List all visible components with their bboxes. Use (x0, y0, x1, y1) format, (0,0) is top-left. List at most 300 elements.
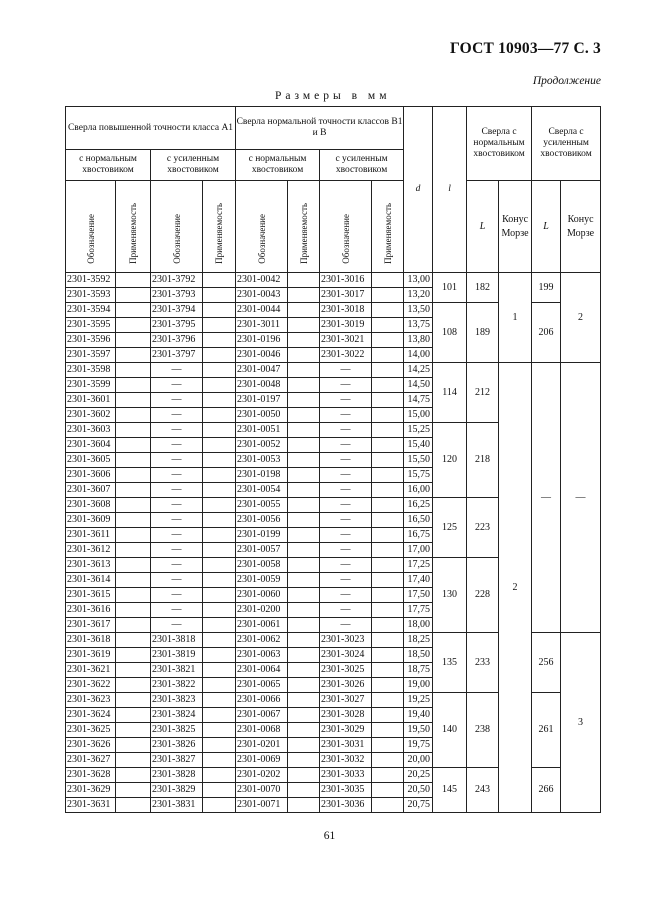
l-value: 125 (433, 498, 467, 558)
a1-reinforced-designation: 2301-3794 (151, 303, 203, 318)
a1-normal-applicability (116, 453, 151, 468)
b1b-reinforced-designation: — (320, 588, 372, 603)
b1b-reinforced-applicability (372, 378, 404, 393)
a1-reinforced-designation: — (151, 543, 203, 558)
a1-normal-designation: 2301-3625 (66, 723, 116, 738)
a1-normal-designation: 2301-3592 (66, 273, 116, 288)
a1-normal-applicability (116, 393, 151, 408)
b1b-reinforced-designation: 2301-3021 (320, 333, 372, 348)
b1b-reinforced-applicability (372, 363, 404, 378)
a1-normal-applicability (116, 408, 151, 423)
b1b-normal-designation: 2301-0197 (236, 393, 288, 408)
a1-reinforced-designation: 2301-3795 (151, 318, 203, 333)
b1b-normal-designation: 2301-0044 (236, 303, 288, 318)
diameter-value: 17,00 (404, 543, 433, 558)
b1b-normal-designation: 2301-0053 (236, 453, 288, 468)
a1-normal-designation: 2301-3598 (66, 363, 116, 378)
b1b-reinforced-applicability (372, 663, 404, 678)
b1b-normal-designation: 2301-0054 (236, 483, 288, 498)
a1-normal-applicability (116, 753, 151, 768)
a1-normal-applicability (116, 438, 151, 453)
a1-reinforced-applicability (203, 753, 236, 768)
group-b1b-header: Сверла нормальной точности классов В1 и В (236, 107, 404, 150)
a1-reinforced-applicability (203, 273, 236, 288)
a1-normal-applicability (116, 798, 151, 813)
b1b-normal-applicability (288, 333, 320, 348)
b1b-reinforced-designation: — (320, 513, 372, 528)
b1b-reinforced-applicability (372, 498, 404, 513)
b1b-reinforced-designation: 2301-3024 (320, 648, 372, 663)
b1b-reinforced-applicability (372, 273, 404, 288)
b1b-normal-applicability (288, 543, 320, 558)
a1-normal-applicability (116, 573, 151, 588)
a1-reinforced-designation: — (151, 423, 203, 438)
normal-L-value: 228 (467, 558, 499, 633)
b1b-normal-applicability (288, 408, 320, 423)
b1b-normal-designation: 2301-0062 (236, 633, 288, 648)
a1-normal-designation: 2301-3623 (66, 693, 116, 708)
b1b-normal-applicability (288, 363, 320, 378)
a1-reinforced-applicability (203, 348, 236, 363)
a1-reinforced-designation: — (151, 618, 203, 633)
b1b-reinforced-designation: — (320, 438, 372, 453)
a1-reinforced-designation: 2301-3829 (151, 783, 203, 798)
a1-normal-applicability (116, 378, 151, 393)
b1b-reinforced-designation: 2301-3036 (320, 798, 372, 813)
a1-reinforced-applicability (203, 783, 236, 798)
b1b-normal-designation: 2301-0067 (236, 708, 288, 723)
a1-normal-designation: 2301-3599 (66, 378, 116, 393)
diameter-value: 19,40 (404, 708, 433, 723)
reinforced-L-value: 266 (532, 768, 561, 813)
group-a1-header: Сверла повышенной точности класса А1 (66, 107, 236, 150)
a1-reinforced-applicability (203, 693, 236, 708)
a1-reinforced-designation: 2301-3819 (151, 648, 203, 663)
b1b-reinforced-applicability (372, 513, 404, 528)
b1b-reinforced-designation: 2301-3032 (320, 753, 372, 768)
a1-normal-applicability (116, 708, 151, 723)
b1b-normal-applicability (288, 378, 320, 393)
b1b-normal-applicability (288, 723, 320, 738)
diameter-value: 16,75 (404, 528, 433, 543)
b1b-normal-applicability (288, 663, 320, 678)
b1b-normal-designation: 2301-0063 (236, 648, 288, 663)
b1b-reinforced-designation: — (320, 573, 372, 588)
diameter-value: 18,00 (404, 618, 433, 633)
l-value: 140 (433, 693, 467, 768)
b1b-normal-applicability (288, 768, 320, 783)
b1b-reinforced-applicability (372, 393, 404, 408)
b1b-normal-designation: 2301-0064 (236, 663, 288, 678)
b1b-reinforced-applicability (372, 438, 404, 453)
a1-normal-designation: 2301-3613 (66, 558, 116, 573)
a1-reinforced-applicability (203, 378, 236, 393)
a1-normal-applicability (116, 303, 151, 318)
a1-reinforced-applicability (203, 678, 236, 693)
page-number: 61 (323, 830, 336, 842)
a1-reinforced-designation: — (151, 528, 203, 543)
b1b-normal-applicability (288, 438, 320, 453)
b1b-reinforced-applicability (372, 723, 404, 738)
b1b-reinforced-designation: 2301-3017 (320, 288, 372, 303)
b1b-reinforced-designation: 2301-3035 (320, 783, 372, 798)
a1-normal-applicability (116, 693, 151, 708)
b1b-reinforced-designation: 2301-3026 (320, 678, 372, 693)
table-row (66, 363, 601, 378)
diameter-value: 20,00 (404, 753, 433, 768)
a1-normal-applicability (116, 768, 151, 783)
b1b-normal-designation: 2301-0065 (236, 678, 288, 693)
a1-reinforced-designation: 2301-3793 (151, 288, 203, 303)
designation-header: Обозначение (151, 181, 203, 273)
a1-normal-designation: 2301-3626 (66, 738, 116, 753)
a1-reinforced-designation: — (151, 453, 203, 468)
diameter-value: 13,75 (404, 318, 433, 333)
b1b-normal-designation: 2301-3011 (236, 318, 288, 333)
normal-L-value: 182 (467, 273, 499, 303)
designation-header: Обозначение (320, 181, 372, 273)
b1b-normal-applicability (288, 603, 320, 618)
a1-normal-designation: 2301-3604 (66, 438, 116, 453)
diameter-value: 17,40 (404, 573, 433, 588)
a1-normal-designation: 2301-3622 (66, 678, 116, 693)
a1-reinforced-applicability (203, 528, 236, 543)
b1b-normal-designation: 2301-0052 (236, 438, 288, 453)
b1b-reinforced-designation: 2301-3033 (320, 768, 372, 783)
b1b-normal-applicability (288, 273, 320, 288)
diameter-value: 20,75 (404, 798, 433, 813)
a1-reinforced-designation: — (151, 438, 203, 453)
b1b-normal-applicability (288, 468, 320, 483)
a1-normal-applicability (116, 588, 151, 603)
a1-reinforced-applicability (203, 498, 236, 513)
b1b-normal-designation: 2301-0199 (236, 528, 288, 543)
b1b-normal-applicability (288, 708, 320, 723)
a1-reinforced-designation: — (151, 573, 203, 588)
b1b-normal-designation: 2301-0056 (236, 513, 288, 528)
b1b-reinforced-applicability (372, 693, 404, 708)
b1b-normal-applicability (288, 558, 320, 573)
a1-normal-designation: 2301-3596 (66, 333, 116, 348)
diameter-value: 16,25 (404, 498, 433, 513)
a1-reinforced-designation: — (151, 498, 203, 513)
a1-reinforced-applicability (203, 663, 236, 678)
b1b-reinforced-designation: — (320, 558, 372, 573)
a1-reinforced-applicability (203, 603, 236, 618)
diameter-value: 18,25 (404, 633, 433, 648)
a1-normal-designation: 2301-3615 (66, 588, 116, 603)
a1-normal-applicability (116, 318, 151, 333)
a1-reinforced-applicability (203, 288, 236, 303)
b1b-reinforced-applicability (372, 603, 404, 618)
a1-normal-designation: 2301-3628 (66, 768, 116, 783)
diameter-value: 20,50 (404, 783, 433, 798)
a1-normal-applicability (116, 633, 151, 648)
a1-normal-designation: 2301-3618 (66, 633, 116, 648)
a1-normal-applicability (116, 423, 151, 438)
a1-reinforced-applicability (203, 513, 236, 528)
a1-normal-designation: 2301-3627 (66, 753, 116, 768)
a1-reinforced-designation: 2301-3792 (151, 273, 203, 288)
document-header: ГОСТ 10903—77 С. 3 (449, 40, 601, 57)
b1b-normal-applicability (288, 588, 320, 603)
normal-L-header: L (467, 181, 499, 273)
b1b-reinforced-applicability (372, 708, 404, 723)
a1-reinforced-applicability (203, 648, 236, 663)
a1-normal-designation: 2301-3611 (66, 528, 116, 543)
b1b-normal-applicability (288, 753, 320, 768)
a1-reinforced-designation: 2301-3826 (151, 738, 203, 753)
b1b-normal-applicability (288, 618, 320, 633)
b1b-reinforced-applicability (372, 678, 404, 693)
a1-normal-designation: 2301-3594 (66, 303, 116, 318)
diameter-value: 18,50 (404, 648, 433, 663)
a1-normal-designation: 2301-3621 (66, 663, 116, 678)
b1b-reinforced-applicability (372, 303, 404, 318)
table-row (66, 273, 601, 288)
a1-reinforced-applicability (203, 408, 236, 423)
b1b-reinforced-applicability (372, 573, 404, 588)
b1b-reinforced-designation: 2301-3023 (320, 633, 372, 648)
a1-normal-applicability (116, 288, 151, 303)
a1-reinforced-applicability (203, 303, 236, 318)
diameter-value: 14,00 (404, 348, 433, 363)
reinforced-morse-value: — (561, 363, 601, 633)
b1b-reinforced-applicability (372, 588, 404, 603)
b1b-reinforced-applicability (372, 408, 404, 423)
a1-reinforced-applicability (203, 423, 236, 438)
b1b-reinforced-designation: 2301-3031 (320, 738, 372, 753)
a1-normal-applicability (116, 483, 151, 498)
b1b-reinforced-applicability (372, 453, 404, 468)
reinforced-morse-value: 3 (561, 633, 601, 813)
a1-normal-applicability (116, 678, 151, 693)
a1-normal-designation: 2301-3593 (66, 288, 116, 303)
a1-reinforced-applicability (203, 573, 236, 588)
diameter-value: 16,00 (404, 483, 433, 498)
normal-L-value: 218 (467, 423, 499, 498)
b1b-normal-applicability (288, 693, 320, 708)
b1b-normal-designation: 2301-0068 (236, 723, 288, 738)
a1-reinforced-applicability (203, 798, 236, 813)
b1b-reinforced-designation: — (320, 453, 372, 468)
b1b-normal-applicability (288, 453, 320, 468)
a1-reinforced-designation: 2301-3828 (151, 768, 203, 783)
b1b-normal-applicability (288, 303, 320, 318)
a1-reinforced-designation: 2301-3831 (151, 798, 203, 813)
b1b-reinforced-designation: 2301-3018 (320, 303, 372, 318)
b1b-reinforced-shank-header: с усиленным хвостовиком (320, 150, 404, 181)
b1b-normal-applicability (288, 423, 320, 438)
a1-normal-applicability (116, 348, 151, 363)
b1b-normal-designation: 2301-0198 (236, 468, 288, 483)
l-value: 120 (433, 423, 467, 498)
b1b-normal-designation: 2301-0048 (236, 378, 288, 393)
diameter-value: 13,20 (404, 288, 433, 303)
a1-reinforced-designation: 2301-3796 (151, 333, 203, 348)
b1b-reinforced-applicability (372, 483, 404, 498)
b1b-reinforced-applicability (372, 423, 404, 438)
a1-reinforced-applicability (203, 318, 236, 333)
b1b-normal-applicability (288, 318, 320, 333)
sizes-caption: Размеры в мм (275, 90, 391, 102)
a1-normal-applicability (116, 498, 151, 513)
a1-normal-applicability (116, 663, 151, 678)
b1b-reinforced-designation: — (320, 423, 372, 438)
a1-reinforced-designation: — (151, 513, 203, 528)
diameter-value: 17,25 (404, 558, 433, 573)
diameter-value: 15,40 (404, 438, 433, 453)
l-value: 130 (433, 558, 467, 633)
a1-normal-applicability (116, 618, 151, 633)
diameter-value: 15,75 (404, 468, 433, 483)
a1-reinforced-applicability (203, 633, 236, 648)
applicability-header: Применяемость (288, 181, 320, 273)
diameter-value: 18,75 (404, 663, 433, 678)
reinforced-morse-header: Конус Морзе (561, 181, 601, 273)
a1-normal-applicability (116, 558, 151, 573)
b1b-normal-applicability (288, 678, 320, 693)
applicability-header: Применяемость (203, 181, 236, 273)
a1-reinforced-applicability (203, 738, 236, 753)
b1b-reinforced-applicability (372, 618, 404, 633)
b1b-normal-designation: 2301-0066 (236, 693, 288, 708)
diameter-value: 17,50 (404, 588, 433, 603)
b1b-normal-designation: 2301-0042 (236, 273, 288, 288)
b1b-normal-applicability (288, 513, 320, 528)
normal-morse-value: 2 (499, 363, 532, 813)
diameter-value: 13,80 (404, 333, 433, 348)
a1-normal-applicability (116, 273, 151, 288)
normal-L-value: 233 (467, 633, 499, 693)
normal-L-value: 212 (467, 363, 499, 423)
b1b-normal-applicability (288, 348, 320, 363)
a1-reinforced-designation: — (151, 393, 203, 408)
b1b-reinforced-designation: — (320, 483, 372, 498)
a1-reinforced-applicability (203, 363, 236, 378)
b1b-normal-designation: 2301-0202 (236, 768, 288, 783)
a1-normal-applicability (116, 513, 151, 528)
b1b-normal-designation: 2301-0055 (236, 498, 288, 513)
b1b-reinforced-designation: 2301-3025 (320, 663, 372, 678)
a1-normal-designation: 2301-3607 (66, 483, 116, 498)
a1-normal-applicability (116, 783, 151, 798)
normal-L-value: 238 (467, 693, 499, 768)
b1b-reinforced-applicability (372, 333, 404, 348)
a1-reinforced-designation: 2301-3818 (151, 633, 203, 648)
diameter-value: 16,50 (404, 513, 433, 528)
l-value: 101 (433, 273, 467, 303)
a1-normal-designation: 2301-3597 (66, 348, 116, 363)
a1-reinforced-designation: — (151, 363, 203, 378)
b1b-reinforced-applicability (372, 648, 404, 663)
diameter-value: 15,25 (404, 423, 433, 438)
b1b-reinforced-designation: — (320, 468, 372, 483)
a1-reinforced-applicability (203, 333, 236, 348)
b1b-normal-designation: 2301-0060 (236, 588, 288, 603)
b1b-normal-designation: 2301-0201 (236, 738, 288, 753)
b1b-reinforced-designation: — (320, 498, 372, 513)
a1-normal-designation: 2301-3617 (66, 618, 116, 633)
diameter-value: 14,75 (404, 393, 433, 408)
l-value: 135 (433, 633, 467, 693)
b1b-reinforced-designation: 2301-3029 (320, 723, 372, 738)
diameter-value: 15,00 (404, 408, 433, 423)
b1b-normal-applicability (288, 783, 320, 798)
a1-reinforced-applicability (203, 468, 236, 483)
b1b-reinforced-designation: 2301-3016 (320, 273, 372, 288)
a1-normal-designation: 2301-3606 (66, 468, 116, 483)
b1b-reinforced-applicability (372, 528, 404, 543)
reinforced-L-value: 206 (532, 303, 561, 363)
a1-reinforced-applicability (203, 543, 236, 558)
a1-normal-applicability (116, 723, 151, 738)
b1b-reinforced-applicability (372, 543, 404, 558)
a1-reinforced-designation: — (151, 408, 203, 423)
a1-reinforced-designation: — (151, 588, 203, 603)
a1-normal-applicability (116, 468, 151, 483)
a1-normal-designation: 2301-3605 (66, 453, 116, 468)
b1b-normal-applicability (288, 738, 320, 753)
a1-normal-designation: 2301-3608 (66, 498, 116, 513)
reinforced-L-value: 261 (532, 693, 561, 768)
diameter-value: 15,50 (404, 453, 433, 468)
a1-reinforced-designation: 2301-3821 (151, 663, 203, 678)
diameter-value: 20,25 (404, 768, 433, 783)
b1b-reinforced-applicability (372, 798, 404, 813)
diameter-value: 19,00 (404, 678, 433, 693)
diameter-value: 13,00 (404, 273, 433, 288)
a1-reinforced-applicability (203, 768, 236, 783)
b1b-reinforced-designation: 2301-3028 (320, 708, 372, 723)
b1b-normal-applicability (288, 528, 320, 543)
b1b-normal-designation: 2301-0043 (236, 288, 288, 303)
b1b-reinforced-applicability (372, 468, 404, 483)
a1-normal-designation: 2301-3629 (66, 783, 116, 798)
b1b-normal-designation: 2301-0046 (236, 348, 288, 363)
reinforced-L-value: — (532, 363, 561, 633)
a1-normal-designation: 2301-3624 (66, 708, 116, 723)
b1b-normal-designation: 2301-0070 (236, 783, 288, 798)
applicability-header: Применяемость (372, 181, 404, 273)
a1-reinforced-designation: — (151, 603, 203, 618)
a1-reinforced-designation: 2301-3797 (151, 348, 203, 363)
b1b-normal-applicability (288, 573, 320, 588)
b1b-normal-designation: 2301-0059 (236, 573, 288, 588)
a1-reinforced-designation: 2301-3823 (151, 693, 203, 708)
reinforced-shank-drills-header: Сверла с усиленным хвостовиком (532, 107, 601, 181)
a1-reinforced-applicability (203, 618, 236, 633)
a1-reinforced-shank-header: с усиленным хвостовиком (151, 150, 236, 181)
a1-reinforced-designation: 2301-3825 (151, 723, 203, 738)
b1b-normal-designation: 2301-0050 (236, 408, 288, 423)
l-header: l (433, 107, 467, 273)
a1-reinforced-designation: — (151, 468, 203, 483)
b1b-normal-designation: 2301-0196 (236, 333, 288, 348)
a1-reinforced-applicability (203, 438, 236, 453)
a1-normal-designation: 2301-3609 (66, 513, 116, 528)
a1-reinforced-designation: 2301-3822 (151, 678, 203, 693)
a1-reinforced-applicability (203, 393, 236, 408)
a1-normal-designation: 2301-3616 (66, 603, 116, 618)
a1-reinforced-designation: — (151, 558, 203, 573)
b1b-normal-applicability (288, 393, 320, 408)
normal-morse-header: Конус Морзе (499, 181, 532, 273)
b1b-reinforced-designation: — (320, 528, 372, 543)
b1b-reinforced-applicability (372, 288, 404, 303)
applicability-header: Применяемость (116, 181, 151, 273)
b1b-normal-applicability (288, 798, 320, 813)
